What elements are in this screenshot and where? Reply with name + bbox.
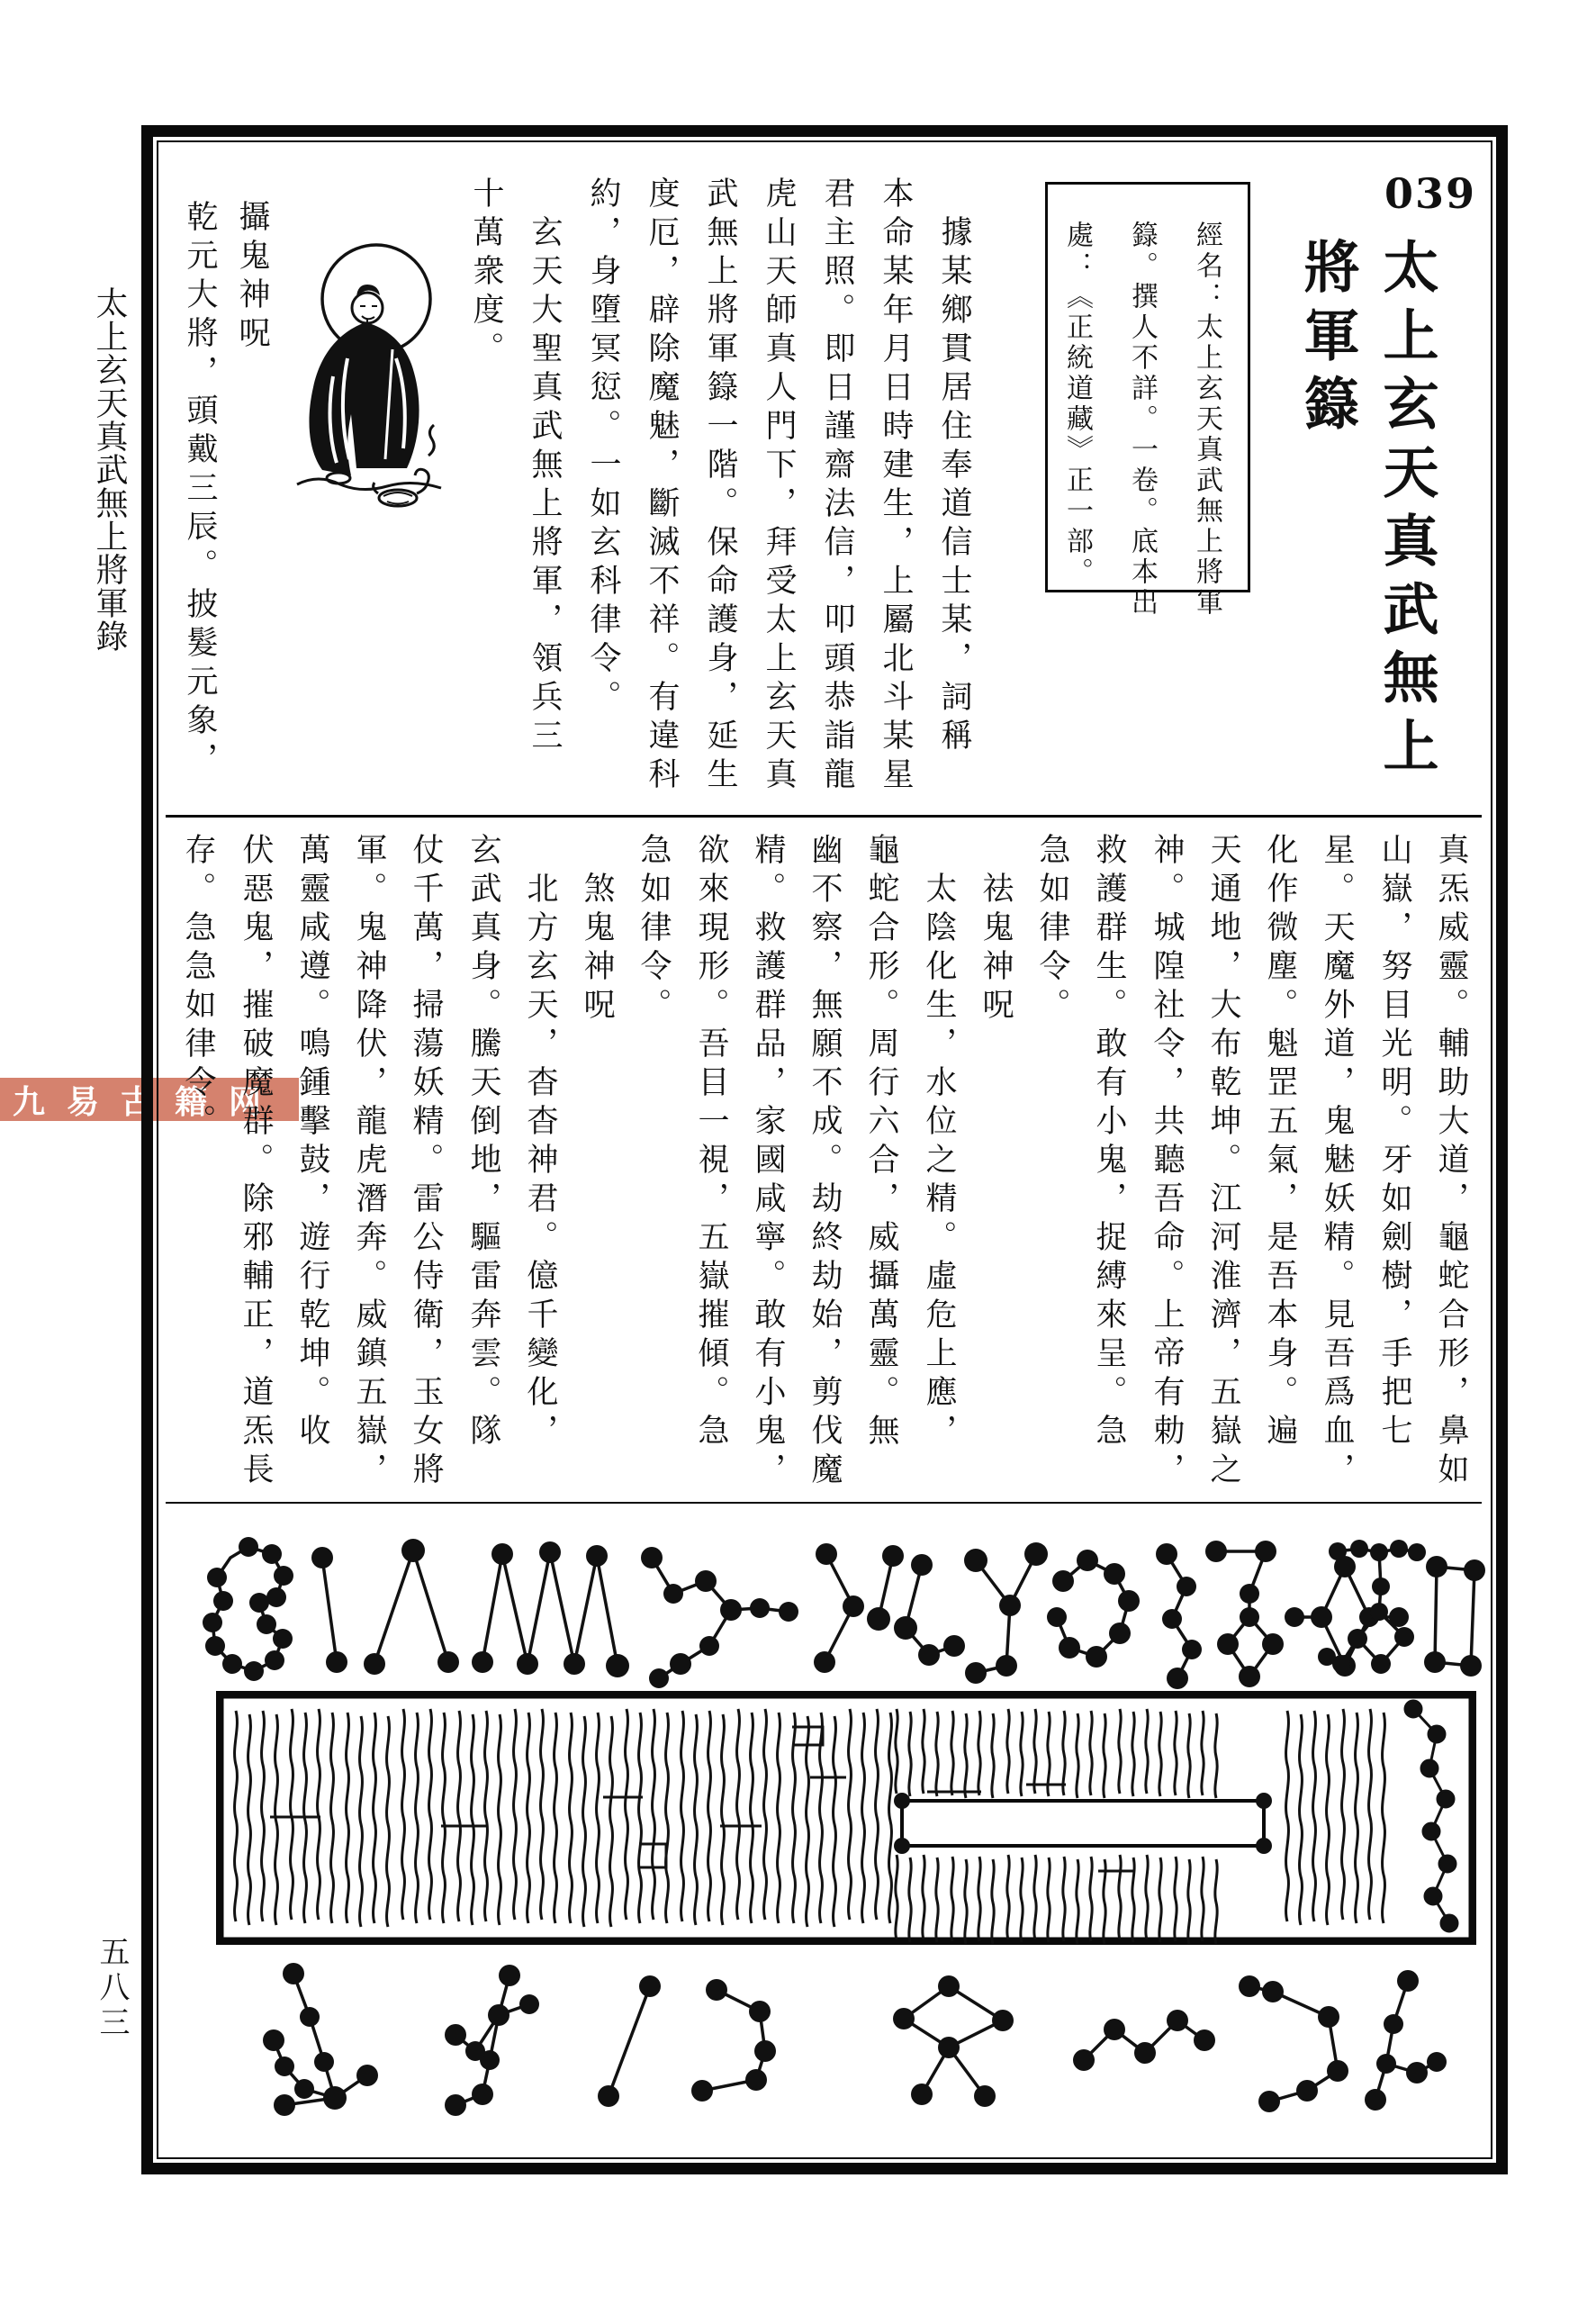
text-column: 山嶽，努目光明。牙如劍樹，手把七 [1376, 833, 1412, 1452]
text-column: 萬靈咸遵。鳴鍾擊鼓，遊行乾坤。收 [294, 833, 330, 1452]
text-column: 龜蛇合形。周行六合，威攝萬靈。無 [863, 833, 899, 1452]
text-column: 君主照。即日謹齋法信，叩頭恭詣龍 [819, 176, 855, 796]
text-column: 太陰化生，水位之精。虛危上應， [921, 872, 957, 1452]
constellation-slash [311, 1547, 347, 1673]
text-column: 仗千萬，掃蕩妖精。雷公侍衛，玉女將 [408, 833, 444, 1491]
text-column: 星。天魔外道，鬼魅妖精。見吾爲血， [1319, 833, 1355, 1491]
section-divider [166, 815, 1482, 818]
text-column: 精。救護群品，家國咸寧。敢有小鬼， [750, 833, 786, 1491]
constellation-fork-tail [1365, 1970, 1447, 2111]
constellation-lambda [364, 1539, 459, 1675]
text-column-heading: 煞鬼神呪 [579, 872, 615, 1026]
text-column-heading: 祛鬼神呪 [978, 872, 1014, 1026]
constellation-fork [641, 1547, 798, 1688]
colophon-text [1044, 221, 1239, 619]
colophon-box [1045, 182, 1250, 619]
text-column: 幽不察，無願不成。劫終劫始，剪伐魔 [807, 833, 843, 1491]
page-frame-inner [157, 140, 1492, 2159]
constellation-hook [1239, 1975, 1348, 2112]
text-column: 真炁威靈。輔助大道，龜蛇合形，鼻如 [1433, 833, 1469, 1491]
constellation-arc [691, 1979, 776, 2102]
constellation-diamond-legs [893, 1975, 1014, 2107]
constellation-slash [598, 1975, 661, 2107]
constellation-wiggle [1156, 1543, 1202, 1689]
document-code: 039 [1384, 169, 1477, 218]
colophon-col: 經名：太上玄天真武無上將軍 [1191, 221, 1222, 619]
constellation-angle [814, 1543, 864, 1673]
constellation-zigzag [472, 1541, 629, 1677]
constellation-big-fork [964, 1542, 1048, 1684]
text-column: 存。急急如律令。 [180, 833, 216, 1143]
text-column: 神。城隍社令，共聽吾命。上帝有勅， [1149, 833, 1185, 1491]
constellation-ring [203, 1537, 293, 1681]
colophon-col: 籙。撰人不詳。一卷。底本出 [1126, 221, 1158, 619]
main-title-line1: 太上玄天真武無上 [1374, 238, 1439, 785]
text-column: 虎山天師真人門下，拜受太上玄天真 [761, 176, 797, 796]
constellation-w [1073, 2010, 1215, 2071]
constellation-branch [445, 1965, 539, 2116]
talisman-cartouche [894, 1793, 1272, 1854]
running-title: 太上玄天真武無上將軍錄 [91, 286, 128, 653]
text-column-heading: 攝鬼神呪 [234, 200, 270, 355]
constellation-pair-lines [867, 1545, 965, 1666]
text-column: 度厄，辟除魔魅，斷滅不祥。有違科 [644, 176, 680, 796]
text-column: 伏惡鬼，摧破魔群。除邪輔正，道炁長 [238, 833, 274, 1491]
constellation-rectangle [1424, 1556, 1485, 1677]
constellation-tree [1318, 1540, 1426, 1674]
text-column: 本命某年月日時建生，上屬北斗某星 [878, 176, 914, 796]
text-column: 玄天大聖真武無上將軍，領兵三 [527, 215, 563, 757]
text-column: 救護群生。敢有小鬼，捉縛來呈。急 [1091, 833, 1127, 1452]
text-column: 欲來現形。吾目一視，五嶽摧傾。急 [693, 833, 729, 1452]
page-number: 五八三 [94, 1936, 130, 2041]
text-column: 據某鄉貫居住奉道信士某，詞稱 [936, 215, 972, 757]
constellation-burst [263, 1963, 378, 2116]
deity-illustration [261, 223, 477, 520]
constellation-hook-loop [1047, 1550, 1140, 1668]
text-column: 急如律令。 [1034, 833, 1070, 1026]
text-column: 十萬衆度。 [468, 176, 504, 370]
text-column: 北方玄天，杳杳神君。億千變化， [522, 872, 558, 1452]
text-column: 武無上將軍籙一階。保命護身，延生 [702, 176, 738, 796]
text-column: 玄武真身。騰天倒地，驅雷奔雲。隊 [465, 833, 501, 1452]
main-title-line2: 將軍籙 [1294, 238, 1360, 443]
colophon-col: 處：《正統道藏》正一部。 [1061, 221, 1093, 588]
constellation-row-top [158, 1511, 1491, 1691]
watermark-text: 九易古籍网 [13, 1083, 284, 1121]
section-divider [166, 1502, 1482, 1504]
text-column: 軍。鬼神降伏，龍虎潛奔。威鎮五嶽， [351, 833, 387, 1491]
talisman-seal [216, 1691, 1476, 1945]
text-column: 化作微塵。魁罡五氣，是吾本身。遍 [1262, 833, 1298, 1452]
page-frame [141, 125, 1508, 2174]
constellation-row-bottom [158, 1954, 1491, 2134]
text-column: 乾元大將，頭戴三辰。披髮元象， [182, 200, 218, 781]
text-column: 約，身墮冥愆。一如玄科律令。 [585, 176, 621, 719]
text-column: 急如律令。 [636, 833, 672, 1026]
text-column: 天通地，大布乾坤。江河淮濟，五嶽之 [1205, 833, 1241, 1491]
constellation-seven-diamond [1205, 1541, 1284, 1687]
